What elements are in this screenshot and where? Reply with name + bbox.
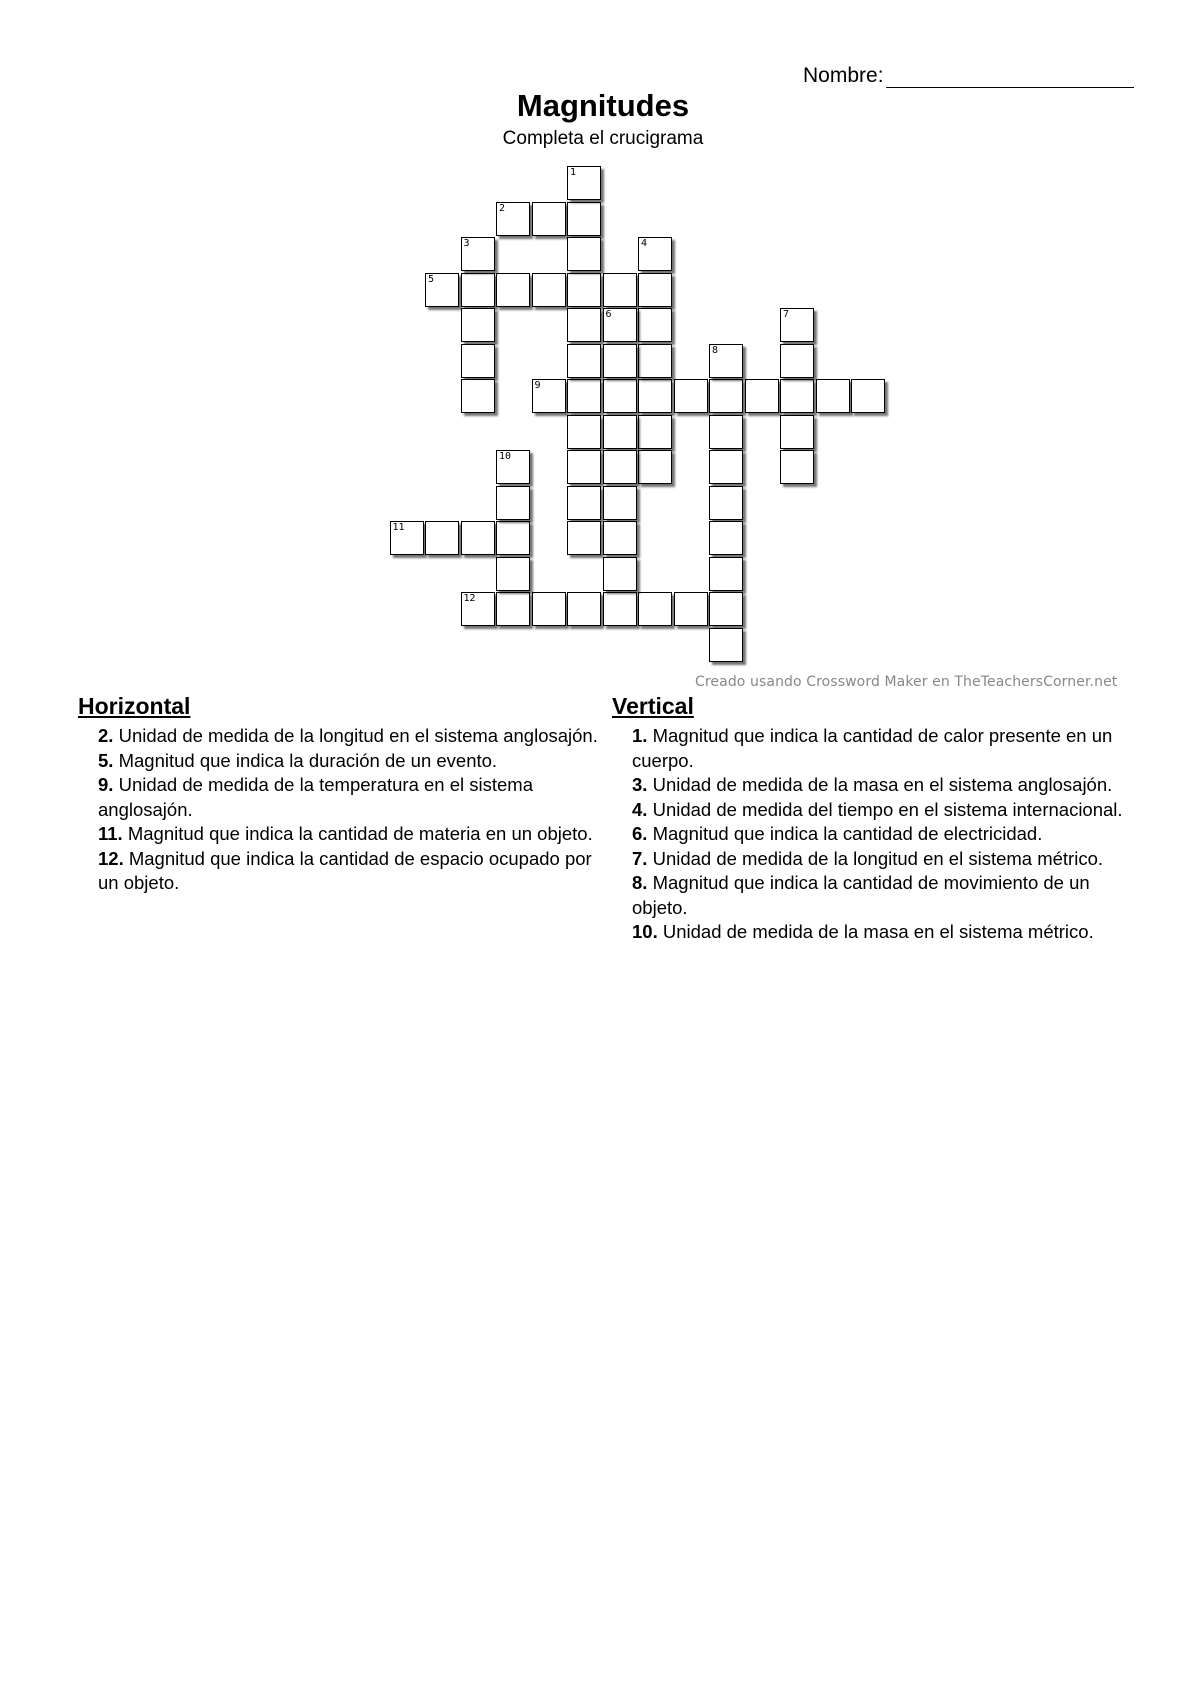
clue-text: Unidad de medida de la longitud en el sistema anglosajón. bbox=[113, 725, 598, 746]
clue-item bbox=[78, 773, 598, 822]
crossword-cell[interactable] bbox=[709, 379, 743, 413]
crossword-cell[interactable] bbox=[638, 344, 672, 378]
crossword-cell[interactable] bbox=[532, 379, 566, 413]
crossword-cell[interactable] bbox=[851, 379, 885, 413]
horizontal-heading: Horizontal bbox=[78, 693, 191, 719]
cell-number: 7 bbox=[783, 309, 790, 320]
clue-item bbox=[612, 847, 1142, 872]
crossword-cell[interactable] bbox=[567, 237, 601, 271]
crossword-cell[interactable] bbox=[567, 521, 601, 555]
clue-text: Unidad de medida de la masa en el sistema métrico. bbox=[657, 921, 1094, 942]
crossword-cell[interactable] bbox=[709, 486, 743, 520]
clue-text: Unidad de medida de la longitud en el sistema métrico. bbox=[647, 847, 1103, 869]
crossword-cell[interactable] bbox=[638, 415, 672, 449]
crossword-cell[interactable] bbox=[638, 592, 672, 626]
cell-number: 6 bbox=[605, 309, 612, 320]
cell-number: 12 bbox=[463, 593, 476, 604]
crossword-cell[interactable] bbox=[638, 308, 672, 342]
crossword-cell[interactable] bbox=[603, 450, 637, 484]
vertical-clue-list bbox=[612, 724, 1142, 945]
crossword-cell[interactable] bbox=[461, 521, 495, 555]
horizontal-clue-list bbox=[78, 724, 598, 896]
crossword-cell[interactable] bbox=[390, 521, 424, 555]
clue-number: 8. bbox=[632, 872, 648, 893]
crossword-cell[interactable] bbox=[425, 273, 459, 307]
crossword-cell[interactable] bbox=[567, 486, 601, 520]
clue-number: 7. bbox=[632, 847, 648, 869]
crossword-cell[interactable] bbox=[567, 344, 601, 378]
clue-number: 6. bbox=[632, 823, 648, 844]
name-label: Nombre: bbox=[803, 64, 884, 87]
crossword-cell[interactable] bbox=[709, 521, 743, 555]
clue-item bbox=[78, 822, 598, 847]
clue-text: Magnitud que indica la cantidad de movimiento de un objeto. bbox=[632, 872, 1090, 918]
crossword-cell[interactable] bbox=[532, 592, 566, 626]
clue-text: Magnitud que indica la cantidad de espacio ocupado por un objeto. bbox=[98, 847, 592, 893]
crossword-cell[interactable] bbox=[603, 521, 637, 555]
vertical-heading: Vertical bbox=[612, 693, 694, 719]
crossword-cell[interactable] bbox=[603, 486, 637, 520]
crossword-cell[interactable] bbox=[496, 273, 530, 307]
crossword-cell[interactable] bbox=[567, 273, 601, 307]
crossword-cell[interactable] bbox=[461, 273, 495, 307]
crossword-cell[interactable] bbox=[567, 166, 601, 200]
clue-text: Magnitud que indica la cantidad de materia en un objeto. bbox=[122, 823, 593, 844]
page-title: Magnitudes bbox=[516, 88, 690, 123]
crossword-cell[interactable] bbox=[603, 379, 637, 413]
crossword-cell[interactable] bbox=[709, 450, 743, 484]
crossword-cell[interactable] bbox=[496, 202, 530, 236]
crossword-cell[interactable] bbox=[603, 344, 637, 378]
clue-item bbox=[612, 773, 1142, 798]
crossword-cell[interactable] bbox=[496, 486, 530, 520]
clue-item bbox=[612, 920, 1142, 945]
crossword-cell[interactable] bbox=[461, 308, 495, 342]
clue-number: 4. bbox=[632, 798, 648, 820]
crossword-cell[interactable] bbox=[709, 628, 743, 662]
credit-text: Creado usando Crossword Maker en TheTeachersCorner.net bbox=[695, 674, 1118, 690]
crossword-cell[interactable] bbox=[638, 450, 672, 484]
clue-text: Magnitud que indica la cantidad de calor presente en un cuerpo. bbox=[632, 725, 1113, 771]
crossword-cell[interactable] bbox=[638, 379, 672, 413]
crossword-cell[interactable] bbox=[780, 344, 814, 378]
cell-number: 8 bbox=[712, 344, 719, 356]
crossword-cell[interactable] bbox=[425, 521, 459, 555]
cell-number: 10 bbox=[499, 451, 512, 462]
clue-text: Unidad de medida del tiempo en el sistema internacional. bbox=[647, 798, 1123, 820]
clue-text: Magnitud que indica la duración de un evento. bbox=[113, 749, 498, 771]
clue-number: 3. bbox=[632, 774, 648, 795]
crossword-cell[interactable] bbox=[496, 557, 530, 591]
clue-number: 10. bbox=[632, 921, 658, 942]
crossword-cell[interactable] bbox=[745, 379, 779, 413]
clue-number: 11. bbox=[98, 823, 123, 844]
cell-number: 4 bbox=[641, 238, 648, 249]
clue-number: 5. bbox=[98, 749, 114, 771]
crossword-cell[interactable] bbox=[461, 344, 495, 378]
cell-number: 1 bbox=[570, 167, 577, 178]
cell-number: 5 bbox=[428, 273, 435, 285]
crossword-cell[interactable] bbox=[567, 415, 601, 449]
crossword-cell[interactable] bbox=[816, 379, 850, 413]
crossword-cell[interactable] bbox=[603, 273, 637, 307]
clue-item bbox=[78, 724, 598, 749]
clue-item bbox=[612, 822, 1142, 847]
horizontal-clues bbox=[78, 693, 598, 896]
clue-number: 12. bbox=[98, 847, 124, 869]
crossword-cell[interactable] bbox=[709, 592, 743, 626]
cell-number: 11 bbox=[392, 522, 405, 533]
clue-number: 1. bbox=[632, 725, 648, 746]
cell-number: 9 bbox=[534, 380, 541, 391]
cell-number: 2 bbox=[499, 202, 506, 214]
crossword-cell[interactable] bbox=[780, 415, 814, 449]
crossword-cell[interactable] bbox=[709, 557, 743, 591]
crossword-cell[interactable] bbox=[780, 450, 814, 484]
page-subtitle: Completa el crucigrama bbox=[502, 128, 704, 149]
crossword-cell[interactable] bbox=[496, 521, 530, 555]
vertical-clues bbox=[612, 693, 1142, 945]
crossword-cell[interactable] bbox=[603, 592, 637, 626]
crossword-cell[interactable] bbox=[674, 379, 708, 413]
crossword-cell[interactable] bbox=[709, 415, 743, 449]
crossword-cell[interactable] bbox=[532, 202, 566, 236]
crossword-cell[interactable] bbox=[567, 450, 601, 484]
crossword-cell[interactable] bbox=[532, 273, 566, 307]
cell-number: 3 bbox=[463, 238, 470, 249]
clue-item bbox=[78, 847, 598, 896]
clue-number: 9. bbox=[98, 774, 114, 795]
crossword-cell[interactable] bbox=[461, 237, 495, 271]
crossword-cell[interactable] bbox=[603, 308, 637, 342]
clue-item bbox=[612, 724, 1142, 773]
clue-item bbox=[612, 871, 1142, 920]
crossword-grid bbox=[0, 0, 1200, 700]
crossword-cell[interactable] bbox=[638, 237, 672, 271]
crossword-cell[interactable] bbox=[780, 308, 814, 342]
clue-item bbox=[612, 798, 1142, 823]
crossword-cell[interactable] bbox=[496, 450, 530, 484]
crossword-cell[interactable] bbox=[674, 592, 708, 626]
crossword-cell[interactable] bbox=[461, 592, 495, 626]
clue-text: Unidad de medida de la masa en el sistema anglosajón. bbox=[647, 774, 1113, 795]
crossword-cell[interactable] bbox=[461, 379, 495, 413]
clue-text: Magnitud que indica la cantidad de electricidad. bbox=[647, 823, 1043, 844]
clue-text: Unidad de medida de la temperatura en el sistema anglosajón. bbox=[98, 774, 534, 820]
crossword-cell[interactable] bbox=[780, 379, 814, 413]
crossword-cell[interactable] bbox=[603, 415, 637, 449]
crossword-cell[interactable] bbox=[496, 592, 530, 626]
crossword-cell[interactable] bbox=[567, 379, 601, 413]
crossword-cell[interactable] bbox=[567, 202, 601, 236]
crossword-cell[interactable] bbox=[567, 308, 601, 342]
crossword-cell[interactable] bbox=[638, 273, 672, 307]
crossword-cell[interactable] bbox=[603, 557, 637, 591]
crossword-cell[interactable] bbox=[709, 344, 743, 378]
clue-number: 2. bbox=[98, 725, 114, 746]
crossword-cell[interactable] bbox=[567, 592, 601, 626]
clue-item bbox=[78, 749, 598, 774]
